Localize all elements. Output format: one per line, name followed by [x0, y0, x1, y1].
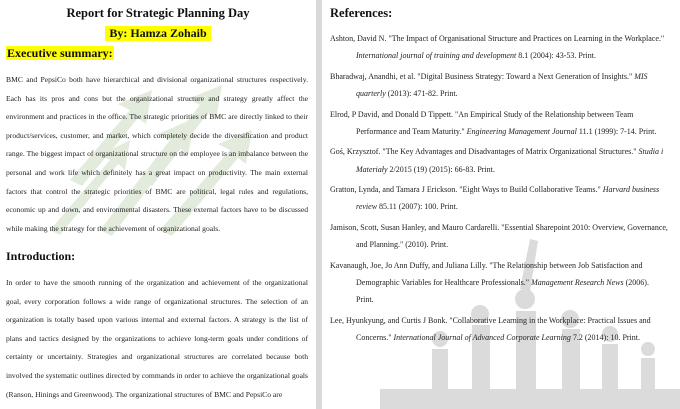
introduction-text: In order to have the smooth running of the organization and achievement of the organizational goal, every corporation follows a wide range of organizational structures. The selection of an organization is totally based upon various internal and external factors. A strategy is the list of plans and tactics designed by the organizations to achieve long-term goals under conditions of certainty or uncertainty. Strategies and organizational structures are correlated because both involved the systematic outlines directed by commands in order to achieve the organizational goals (Ranson, Hinings and Greenwood). The organizational structures of BMC and PepsiCo are	[6, 278, 308, 399]
author-line: By: Hamza Zohaib	[105, 26, 210, 41]
references-list	[330, 30, 668, 350]
reference-entry: Kavanaugh, Joe, Jo Ann Duffy, and Juliana Lilly. "The Relationship between Job Satisfaction and Demographic Variables for Healthcare Professionals." Management Research News (2006). Print.	[330, 260, 649, 305]
executive-summary-heading: Executive summary:	[7, 46, 113, 60]
reference-entry: Goś, Krzysztof. "The Key Advantages and Disadvantages of Matrix Organizational Structures." Studia i Materiały 2/2015 (19) (2015): 66-83. Print.	[330, 147, 664, 174]
executive-summary-text: BMC and PepsiCo both have hierarchical and divisional organizational structures respectively. Each has its pros and cons but the organizational structure and strategy greatly affect the environment and practices in the office. The strategic priorities of BMC are directly linked to their product/services, customer, and market, which completely decide the diversification and product range. The biggest impact of organizational structure on the employee is an imbalance between the personal and work life which definitely has a great impact on productivity. The main external factors that control the strategic priorities of BMC are political, legal rules and regulations, economic up and down, and environmental disasters. These external factors have to be discussed while making the strategy for the achievement of organizational goals.	[6, 75, 308, 233]
reference-entry: Lee, Hyunkyung, and Curtis J Bonk. "Collaborative Learning in the Workplace: Practical Issues and Concerns." International Journal of Advanced Corporate Learning 7.2 (2014): 10. Print.	[330, 315, 651, 343]
introduction-heading: Introduction:	[6, 249, 76, 263]
reference-entry: Elrod, P David, and Donald D Tippett. "An Empirical Study of the Relationship between Team Performance and Team Maturity." Engineering Management Journal 11.1 (1999): 7-14. Print.	[330, 109, 657, 136]
references-heading: References:	[330, 6, 393, 20]
report-title: Report for Strategic Planning Day	[66, 6, 250, 20]
reference-entry: Jamison, Scott, Susan Hanley, and Mauro Cardarelli. "Essential Sharepoint 2010: Overview, Governance, and Planning." (2010). Print.	[330, 222, 668, 250]
references-page	[322, 0, 680, 409]
report-page	[0, 0, 316, 409]
reference-entry: Bharadwaj, Anandhi, et al. "Digital Business Strategy: Toward a Next Generation of Insights." MIS quarterly (2013): 471-82. Print.	[330, 71, 648, 99]
reference-entry: Ashton, David N. "The Impact of Organisational Structure and Practices on Learning in the Workplace." International journal of training and development 8.1 (2004): 43-53. Print.	[330, 34, 665, 61]
reference-entry: Gratton, Lynda, and Tamara J Erickson. "Eight Ways to Build Collaborative Teams." Harvard business review 85.11 (2007): 100. Print.	[330, 185, 660, 212]
